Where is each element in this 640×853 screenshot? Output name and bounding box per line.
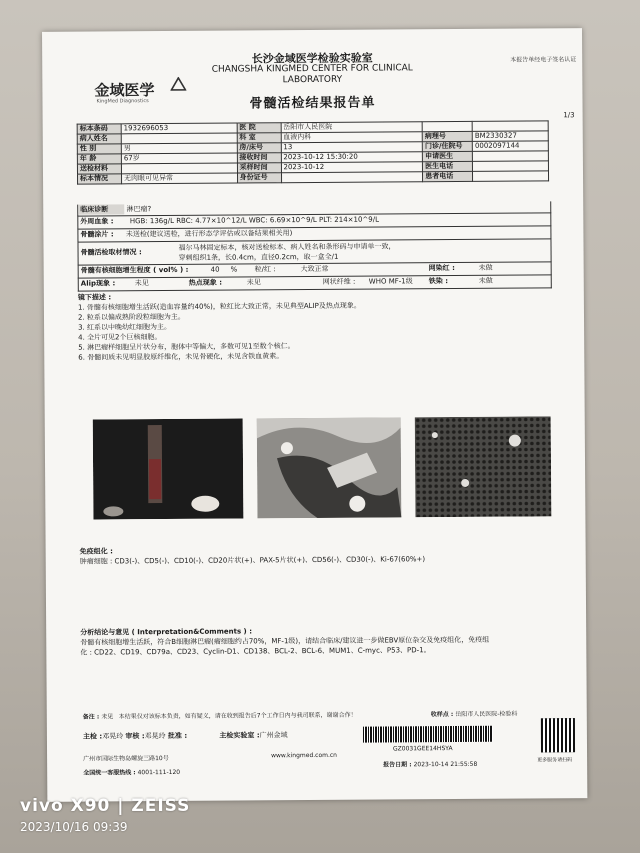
hotline: 全国统一客服热线 : 4001-111-120 bbox=[83, 768, 181, 777]
info-label-cell: 医生电话 bbox=[423, 161, 473, 171]
info-label-cell: 科 室 bbox=[237, 133, 281, 143]
info-value-cell: 无肉眼可见异常 bbox=[121, 173, 237, 184]
info-value-cell: BM2330327 bbox=[472, 131, 548, 142]
barcode-text: GZ0031GEE14HSYA bbox=[392, 745, 453, 753]
info-label-cell: 病人姓名 bbox=[77, 134, 121, 144]
address: 广州市国际生物岛螺旋三路10号 bbox=[83, 755, 169, 763]
iron-stain-label: 铁染 : bbox=[428, 277, 449, 286]
info-label-cell: 年 龄 bbox=[77, 154, 121, 164]
report-paper bbox=[42, 28, 587, 802]
microscopy-item: 3. 红系以中晚幼红细胞为主。 bbox=[78, 322, 172, 332]
remark: 备注 : 未见 bbox=[82, 713, 114, 721]
report-title: 骨髓活检结果报告单 bbox=[249, 95, 376, 112]
info-label-cell: 标本条码 bbox=[77, 124, 121, 134]
info-label-cell: 标本情况 bbox=[78, 174, 122, 184]
info-value-cell bbox=[422, 121, 472, 131]
kingmed-logo: 金域医学 bbox=[94, 81, 155, 100]
iron-stain-value: 未做 bbox=[478, 276, 493, 285]
microscopy-item: 2. 粒系以偏成熟阶段粒细胞为主。 bbox=[77, 312, 185, 322]
histology-high-power-image bbox=[415, 416, 552, 517]
info-value-cell: 13 bbox=[281, 142, 423, 153]
alip-label: Alip现象 : bbox=[80, 279, 116, 288]
reticulin-value: 未做 bbox=[478, 263, 493, 272]
info-value-cell: 血液内科 bbox=[281, 132, 423, 143]
biopsy-material-row bbox=[77, 239, 551, 265]
info-value-cell: 67岁 bbox=[121, 153, 237, 164]
conclusion-section bbox=[80, 624, 552, 657]
immuno-title: 免疫组化 : bbox=[79, 547, 113, 556]
qr-code-icon bbox=[541, 718, 575, 752]
smear-label: 骨髓涂片 : bbox=[80, 230, 114, 239]
info-label-cell: 医 院 bbox=[237, 123, 281, 133]
receiving-point: 收样点 : 岳阳市人民医院-检验科 bbox=[430, 710, 518, 719]
info-value-cell bbox=[472, 151, 548, 162]
immuno-value: 肿瘤细胞 : CD3(-)、CD5(-)、CD10(-)、CD20片状(+)、PAX-5片状(+)、CD56(-)、CD30(-)、Ki-67(60%+) bbox=[79, 555, 426, 566]
info-label-cell: 性 别 bbox=[77, 144, 121, 154]
cellularity-label: 骨髓有核细胞增生程度 ( vol% ) : bbox=[80, 265, 189, 275]
diagnosis-value: 淋巴瘤? bbox=[126, 205, 152, 214]
info-value-cell bbox=[472, 121, 548, 132]
info-value-cell: 岳阳市人民医院 bbox=[281, 122, 423, 133]
smear-value: 未送检(建议送检，进行形态学评估或以备结果相关用) bbox=[125, 229, 293, 239]
microscopy-list bbox=[78, 299, 550, 362]
info-label-cell: 申请医生 bbox=[423, 151, 473, 161]
diagnosis-label: 临床诊断 bbox=[78, 204, 124, 214]
hotspot-value: 未见 bbox=[246, 278, 261, 287]
info-label-cell: 送检材料 bbox=[77, 164, 121, 174]
info-value-cell: 0002097144 bbox=[472, 141, 548, 152]
signature-note: 本报告单经电子签名认证 bbox=[510, 56, 577, 64]
alip-value: 未见 bbox=[134, 279, 149, 288]
info-label-cell: 采样时间 bbox=[237, 163, 281, 173]
histology-low-power-image bbox=[257, 417, 402, 518]
reticulin-label: 网染红 : bbox=[428, 264, 455, 273]
hotspot-label: 热点现象 : bbox=[188, 278, 223, 287]
conclusion-line-1: 骨髓有核细胞增生活跃，符合B细胞淋巴瘤(瘤细胞约占70%，MF-1级)，请结合临床/建议进一步做EBV原位杂交及免疫组化，免疫组 bbox=[80, 635, 490, 647]
info-label-cell: 房/床号 bbox=[237, 143, 281, 153]
fiber-value: WHO MF-1级 bbox=[368, 277, 413, 286]
cellularity-unit: % bbox=[230, 265, 238, 274]
info-label-cell: 病理号 bbox=[422, 131, 472, 141]
report-barcode bbox=[363, 726, 493, 743]
institution-name-cn: 长沙金域医学检验实验室 bbox=[251, 51, 373, 66]
ratio-label: 粒/红 : bbox=[254, 265, 276, 274]
info-value-cell bbox=[473, 171, 549, 182]
info-label-cell: 接收时间 bbox=[237, 153, 281, 163]
institution-name-en: CHANGSHA KINGMED CENTER FOR CLINICAL LABORATORY bbox=[211, 63, 413, 86]
page-number: 1/3 bbox=[563, 111, 575, 120]
microscopy-item: 5. 淋巴瘤样细胞呈片状分布，胞体中等偏大，多数可见1至数个核仁。 bbox=[78, 342, 295, 352]
qr-caption: 更多服务请扫码 bbox=[537, 757, 573, 764]
blood-label: 外周血象 : bbox=[80, 217, 114, 226]
info-value-cell: 1932696053 bbox=[121, 123, 237, 134]
microscopy-title: 镜下描述 : bbox=[77, 293, 112, 302]
microscopy-item: 4. 全片可见2个巨核细胞。 bbox=[78, 333, 162, 342]
website: www.kingmed.com.cn bbox=[271, 751, 337, 760]
kingmed-logo-subtitle: KingMed Diagnostics bbox=[96, 98, 149, 105]
info-value-cell: 2023-10-12 15:30:20 bbox=[281, 152, 423, 163]
info-label-cell: 患者电话 bbox=[423, 171, 473, 181]
biopsy-value: 福尔马林固定标本，核对送检标本、病人姓名和条形码与申请单一致， 穿刺组织1条，长0.4cm，直径0.2cm，取一盒全/1 bbox=[178, 242, 396, 262]
info-label-cell: 门诊/住院号 bbox=[422, 141, 472, 151]
ratio-value: 大致正常 bbox=[300, 264, 329, 274]
disclaimer: 本结果仅对该标本负责，如有疑义，请在收到报告后7个工作日内与我司联系，谢谢合作！ bbox=[118, 711, 357, 721]
info-label-cell: 身份证号 bbox=[237, 173, 281, 183]
blood-value: HGB: 136g/L RBC: 4.77×10^12/L WBC: 6.69×10^9/L PLT: 214×10^9/L bbox=[129, 215, 380, 226]
info-value-cell: 男 bbox=[121, 143, 237, 154]
info-value-cell bbox=[473, 161, 549, 172]
cellularity-value: 40 bbox=[210, 265, 220, 274]
immunohistochemistry-section bbox=[80, 543, 552, 566]
info-value-cell: 2023-10-12 bbox=[281, 162, 423, 173]
biopsy-label: 骨髓活检取材情况 : bbox=[80, 248, 142, 257]
info-value-cell bbox=[281, 172, 423, 183]
microscopy-item: 1. 骨髓有核细胞增生活跃(造血容量约40%)，粒红比大致正常，未见典型ALIP及热点现象。 bbox=[77, 301, 361, 312]
microscopy-item: 6. 骨髓间质未见明显胶原纤维化，未见骨硬化，未见含铁血黄素。 bbox=[78, 352, 284, 362]
patient-info-table bbox=[77, 120, 549, 184]
camera-watermark-brand: vivo X90 | ZEISS bbox=[20, 796, 191, 816]
camera-watermark-timestamp: 2023/10/16 09:39 bbox=[20, 820, 128, 834]
microscopy-section bbox=[78, 289, 550, 362]
report-date: 报告日期 : 2023-10-14 21:55:58 bbox=[383, 760, 478, 769]
specimen-photo bbox=[93, 418, 244, 519]
conclusion-line-3: 化 : CD22、CD19、CD79a、CD23、Cyclin-D1、CD138、BCL-2、BCL-6、MUM1、C-myc、P53、PD-1。 bbox=[80, 646, 431, 657]
conclusion-title: 分析结论与意见 ( Interpretation&Comments ) : bbox=[80, 627, 253, 637]
info-row bbox=[78, 171, 549, 184]
fiber-label: 网状纤维 : bbox=[322, 277, 356, 286]
signatures: 主检 :邓晃玲 审核 :邓晃玲 批准 : 主检实验室 :广州金域 bbox=[82, 731, 288, 741]
